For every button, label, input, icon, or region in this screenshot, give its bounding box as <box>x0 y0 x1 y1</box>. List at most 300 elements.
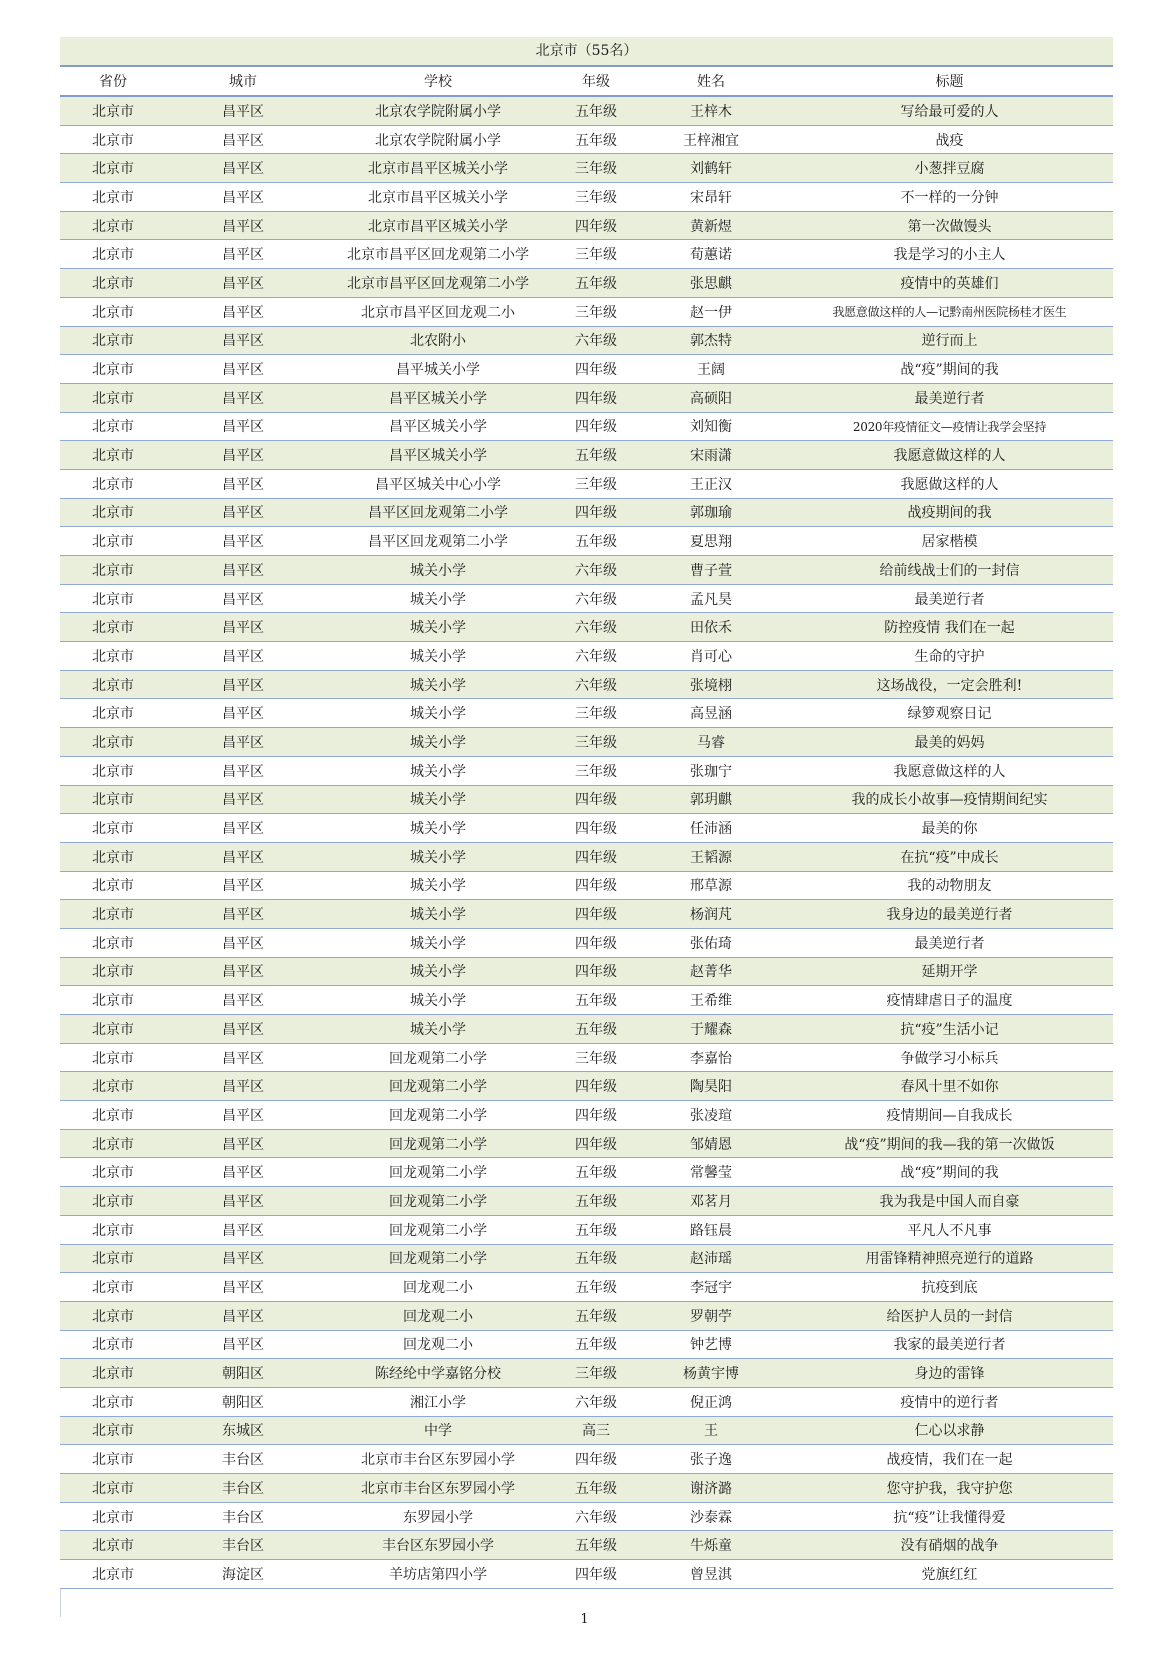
table-row <box>60 154 1113 183</box>
student-name-cell: 陶昊阳 <box>636 1072 786 1101</box>
essay-title-cell: 战“疫”期间的我 <box>786 355 1113 384</box>
school-cell: 回龙观第二小学 <box>320 1072 556 1101</box>
province-cell: 北京市 <box>60 125 166 154</box>
essay-title-cell: 我家的最美逆行者 <box>786 1330 1113 1359</box>
student-name-cell: 张珈宁 <box>636 756 786 785</box>
grade-cell: 五年级 <box>556 1158 636 1187</box>
essay-title-cell: 这场战役，一定会胜利! <box>786 670 1113 699</box>
province-cell: 北京市 <box>60 355 166 384</box>
grade-cell: 四年级 <box>556 957 636 986</box>
essay-title-cell: 党旗红红 <box>786 1560 1113 1589</box>
school-cell: 东罗园小学 <box>320 1502 556 1531</box>
header-school: 学校 <box>320 67 556 96</box>
school-cell: 城关小学 <box>320 900 556 929</box>
city-cell: 昌平区 <box>166 1273 320 1302</box>
table-row <box>60 383 1113 412</box>
grade-cell: 四年级 <box>556 383 636 412</box>
student-name-cell: 倪正鸿 <box>636 1387 786 1416</box>
school-cell: 北京市丰台区东罗园小学 <box>320 1474 556 1503</box>
table-row <box>60 498 1113 527</box>
essay-title-cell: 疫情期间—自我成长 <box>786 1101 1113 1130</box>
province-cell: 北京市 <box>60 1273 166 1302</box>
essay-title-cell: 给医护人员的一封信 <box>786 1301 1113 1330</box>
province-cell: 北京市 <box>60 96 166 125</box>
city-cell: 昌平区 <box>166 297 320 326</box>
grade-cell: 六年级 <box>556 326 636 355</box>
province-cell: 北京市 <box>60 1244 166 1273</box>
city-cell: 昌平区 <box>166 355 320 384</box>
province-cell: 北京市 <box>60 1158 166 1187</box>
province-cell: 北京市 <box>60 1359 166 1388</box>
province-cell: 北京市 <box>60 957 166 986</box>
student-name-cell: 张佑琦 <box>636 928 786 957</box>
city-cell: 昌平区 <box>166 785 320 814</box>
grade-cell: 三年级 <box>556 469 636 498</box>
city-cell: 丰台区 <box>166 1474 320 1503</box>
province-cell: 北京市 <box>60 1560 166 1589</box>
table-row <box>60 441 1113 470</box>
province-cell: 北京市 <box>60 642 166 671</box>
province-cell: 北京市 <box>60 183 166 212</box>
school-cell: 北京农学院附属小学 <box>320 125 556 154</box>
essay-title-cell: 逆行而上 <box>786 326 1113 355</box>
school-cell: 北京市昌平区城关小学 <box>320 211 556 240</box>
school-cell: 回龙观二小 <box>320 1273 556 1302</box>
essay-title-cell: 身边的雷锋 <box>786 1359 1113 1388</box>
grade-cell: 六年级 <box>556 670 636 699</box>
student-name-cell: 张思麒 <box>636 269 786 298</box>
city-cell: 朝阳区 <box>166 1359 320 1388</box>
essay-title-cell: 在抗“疫”中成长 <box>786 842 1113 871</box>
grade-cell: 三年级 <box>556 1043 636 1072</box>
essay-title-cell: 疫情中的英雄们 <box>786 269 1113 298</box>
essay-title-cell: 战疫情，我们在一起 <box>786 1445 1113 1474</box>
city-cell: 昌平区 <box>166 96 320 125</box>
student-name-cell: 王正汉 <box>636 469 786 498</box>
school-cell: 城关小学 <box>320 814 556 843</box>
table-row <box>60 1273 1113 1302</box>
province-cell: 北京市 <box>60 240 166 269</box>
table-row <box>60 1502 1113 1531</box>
city-cell: 昌平区 <box>166 928 320 957</box>
school-cell: 北京市昌平区城关小学 <box>320 154 556 183</box>
grade-cell: 四年级 <box>556 211 636 240</box>
province-cell: 北京市 <box>60 1445 166 1474</box>
student-name-cell: 王希维 <box>636 986 786 1015</box>
school-cell: 回龙观第二小学 <box>320 1158 556 1187</box>
student-name-cell: 张子逸 <box>636 1445 786 1474</box>
table-row <box>60 183 1113 212</box>
essay-title-cell: 写给最可爱的人 <box>786 96 1113 125</box>
province-cell: 北京市 <box>60 154 166 183</box>
student-name-cell: 宋昂轩 <box>636 183 786 212</box>
student-name-cell: 邓茗月 <box>636 1187 786 1216</box>
province-cell: 北京市 <box>60 1416 166 1445</box>
school-cell: 中学 <box>320 1416 556 1445</box>
school-cell: 北农附小 <box>320 326 556 355</box>
essay-title-cell: 防控疫情 我们在一起 <box>786 613 1113 642</box>
table-row <box>60 1043 1113 1072</box>
grade-cell: 五年级 <box>556 1330 636 1359</box>
school-cell: 回龙观二小 <box>320 1301 556 1330</box>
province-cell: 北京市 <box>60 297 166 326</box>
table-row <box>60 1015 1113 1044</box>
student-name-cell: 张境栩 <box>636 670 786 699</box>
province-cell: 北京市 <box>60 469 166 498</box>
province-cell: 北京市 <box>60 1474 166 1503</box>
essay-title-cell: 用雷锋精神照亮逆行的道路 <box>786 1244 1113 1273</box>
grade-cell: 五年级 <box>556 1015 636 1044</box>
student-name-cell: 谢济潞 <box>636 1474 786 1503</box>
table-row <box>60 1101 1113 1130</box>
essay-title-cell: 2020年疫情征文—疫情让我学会坚持 <box>786 412 1113 441</box>
school-cell: 城关小学 <box>320 613 556 642</box>
student-name-cell: 李冠宇 <box>636 1273 786 1302</box>
school-cell: 陈经纶中学嘉铭分校 <box>320 1359 556 1388</box>
essay-title-cell: 我的动物朋友 <box>786 871 1113 900</box>
table-row <box>60 269 1113 298</box>
grade-cell: 三年级 <box>556 183 636 212</box>
table-row <box>60 957 1113 986</box>
city-cell: 昌平区 <box>166 412 320 441</box>
province-cell: 北京市 <box>60 1502 166 1531</box>
student-name-cell: 罗朝苧 <box>636 1301 786 1330</box>
province-cell: 北京市 <box>60 1330 166 1359</box>
essay-title-cell: 抗“疫”生活小记 <box>786 1015 1113 1044</box>
school-cell: 城关小学 <box>320 986 556 1015</box>
table-row <box>60 1445 1113 1474</box>
essay-title-cell: 战“疫”期间的我 <box>786 1158 1113 1187</box>
grade-cell: 五年级 <box>556 1301 636 1330</box>
city-cell: 昌平区 <box>166 441 320 470</box>
student-name-cell: 钟艺博 <box>636 1330 786 1359</box>
table-row <box>60 1129 1113 1158</box>
grade-cell: 三年级 <box>556 297 636 326</box>
student-name-cell: 牛烁童 <box>636 1531 786 1560</box>
grade-cell: 五年级 <box>556 986 636 1015</box>
student-name-cell: 王 <box>636 1416 786 1445</box>
table-row <box>60 1244 1113 1273</box>
essay-title-cell: 我愿意做这样的人 <box>786 441 1113 470</box>
student-name-cell: 马睿 <box>636 728 786 757</box>
province-cell: 北京市 <box>60 412 166 441</box>
city-cell: 昌平区 <box>166 527 320 556</box>
essay-title-cell: 延期开学 <box>786 957 1113 986</box>
school-cell: 城关小学 <box>320 871 556 900</box>
city-cell: 东城区 <box>166 1416 320 1445</box>
student-name-cell: 田依禾 <box>636 613 786 642</box>
student-name-cell: 赵菁华 <box>636 957 786 986</box>
student-name-cell: 常馨莹 <box>636 1158 786 1187</box>
city-cell: 昌平区 <box>166 642 320 671</box>
student-name-cell: 张凌瑄 <box>636 1101 786 1130</box>
table-row <box>60 1359 1113 1388</box>
student-name-cell: 肖可心 <box>636 642 786 671</box>
table-row <box>60 297 1113 326</box>
grade-cell: 三年级 <box>556 1359 636 1388</box>
grade-cell: 五年级 <box>556 269 636 298</box>
province-cell: 北京市 <box>60 814 166 843</box>
essay-title-cell: 战“疫”期间的我—我的第一次做饭 <box>786 1129 1113 1158</box>
essay-title-cell: 平凡人不凡事 <box>786 1215 1113 1244</box>
header-name: 姓名 <box>636 67 786 96</box>
table-row <box>60 900 1113 929</box>
city-cell: 昌平区 <box>166 498 320 527</box>
essay-title-cell: 抗疫到底 <box>786 1273 1113 1302</box>
grade-cell: 四年级 <box>556 842 636 871</box>
school-cell: 城关小学 <box>320 785 556 814</box>
grade-cell: 五年级 <box>556 441 636 470</box>
grade-cell: 四年级 <box>556 814 636 843</box>
school-cell: 城关小学 <box>320 642 556 671</box>
province-cell: 北京市 <box>60 1129 166 1158</box>
city-cell: 昌平区 <box>166 183 320 212</box>
grade-cell: 四年级 <box>556 1101 636 1130</box>
city-cell: 昌平区 <box>166 756 320 785</box>
province-cell: 北京市 <box>60 1531 166 1560</box>
province-cell: 北京市 <box>60 383 166 412</box>
grade-cell: 五年级 <box>556 1187 636 1216</box>
student-name-cell: 沙泰霖 <box>636 1502 786 1531</box>
essay-title-cell: 没有硝烟的战争 <box>786 1531 1113 1560</box>
grade-cell: 五年级 <box>556 1474 636 1503</box>
province-cell: 北京市 <box>60 584 166 613</box>
city-cell: 昌平区 <box>166 383 320 412</box>
student-name-cell: 赵一伊 <box>636 297 786 326</box>
city-cell: 昌平区 <box>166 469 320 498</box>
essay-title-cell: 居家楷模 <box>786 527 1113 556</box>
grade-cell: 三年级 <box>556 154 636 183</box>
table-row <box>60 814 1113 843</box>
header-title: 标题 <box>786 67 1113 96</box>
grade-cell: 三年级 <box>556 240 636 269</box>
student-name-cell: 王韬源 <box>636 842 786 871</box>
student-name-cell: 王梓木 <box>636 96 786 125</box>
table-body <box>60 96 1113 1588</box>
grade-cell: 四年级 <box>556 1129 636 1158</box>
table-row <box>60 1474 1113 1503</box>
school-cell: 城关小学 <box>320 957 556 986</box>
roster-table <box>60 67 1113 1589</box>
province-cell: 北京市 <box>60 211 166 240</box>
student-name-cell: 王阔 <box>636 355 786 384</box>
city-cell: 昌平区 <box>166 1101 320 1130</box>
table-row <box>60 699 1113 728</box>
essay-title-cell: 最美的你 <box>786 814 1113 843</box>
city-cell: 丰台区 <box>166 1531 320 1560</box>
school-cell: 城关小学 <box>320 728 556 757</box>
table-row <box>60 670 1113 699</box>
city-cell: 朝阳区 <box>166 1387 320 1416</box>
table-row <box>60 355 1113 384</box>
school-cell: 回龙观二小 <box>320 1330 556 1359</box>
province-cell: 北京市 <box>60 1387 166 1416</box>
province-cell: 北京市 <box>60 785 166 814</box>
student-name-cell: 李嘉怡 <box>636 1043 786 1072</box>
essay-title-cell: 最美逆行者 <box>786 584 1113 613</box>
school-cell: 回龙观第二小学 <box>320 1215 556 1244</box>
school-cell: 北京市昌平区回龙观第二小学 <box>320 269 556 298</box>
table-row <box>60 871 1113 900</box>
table-row <box>60 1301 1113 1330</box>
city-cell: 昌平区 <box>166 871 320 900</box>
province-cell: 北京市 <box>60 1215 166 1244</box>
essay-title-cell: 您守护我，我守护您 <box>786 1474 1113 1503</box>
grade-cell: 五年级 <box>556 1244 636 1273</box>
table-row <box>60 326 1113 355</box>
grade-cell: 六年级 <box>556 1502 636 1531</box>
essay-title-cell: 绿箩观察日记 <box>786 699 1113 728</box>
city-cell: 昌平区 <box>166 1330 320 1359</box>
table-row <box>60 1416 1113 1445</box>
student-name-cell: 荀蕙诺 <box>636 240 786 269</box>
table-row <box>60 584 1113 613</box>
table-row <box>60 842 1113 871</box>
student-name-cell: 黄新煜 <box>636 211 786 240</box>
roster-sheet <box>60 37 1113 1589</box>
school-cell: 丰台区东罗园小学 <box>320 1531 556 1560</box>
student-name-cell: 于耀森 <box>636 1015 786 1044</box>
city-cell: 昌平区 <box>166 1129 320 1158</box>
school-cell: 城关小学 <box>320 842 556 871</box>
city-cell: 昌平区 <box>166 1301 320 1330</box>
school-cell: 昌平区城关中心小学 <box>320 469 556 498</box>
city-cell: 昌平区 <box>166 1215 320 1244</box>
school-cell: 昌平区回龙观第二小学 <box>320 527 556 556</box>
grade-cell: 四年级 <box>556 785 636 814</box>
student-name-cell: 杨黄宇博 <box>636 1359 786 1388</box>
school-cell: 城关小学 <box>320 756 556 785</box>
student-name-cell: 路钰晨 <box>636 1215 786 1244</box>
province-cell: 北京市 <box>60 1072 166 1101</box>
school-cell: 回龙观第二小学 <box>320 1187 556 1216</box>
province-cell: 北京市 <box>60 900 166 929</box>
essay-title-cell: 我是学习的小主人 <box>786 240 1113 269</box>
table-row <box>60 96 1113 125</box>
table-row <box>60 785 1113 814</box>
essay-title-cell: 战疫期间的我 <box>786 498 1113 527</box>
table-row <box>60 1387 1113 1416</box>
city-cell: 昌平区 <box>166 814 320 843</box>
student-name-cell: 邢草源 <box>636 871 786 900</box>
school-cell: 昌平城关小学 <box>320 355 556 384</box>
table-row <box>60 412 1113 441</box>
school-cell: 城关小学 <box>320 584 556 613</box>
table-row <box>60 1330 1113 1359</box>
student-name-cell: 刘鹤轩 <box>636 154 786 183</box>
province-cell: 北京市 <box>60 326 166 355</box>
essay-title-cell: 给前线战士们的一封信 <box>786 556 1113 585</box>
student-name-cell: 高昱涵 <box>636 699 786 728</box>
student-name-cell: 郭杰特 <box>636 326 786 355</box>
header-grade: 年级 <box>556 67 636 96</box>
province-cell: 北京市 <box>60 441 166 470</box>
grade-cell: 三年级 <box>556 756 636 785</box>
student-name-cell: 郭珈瑜 <box>636 498 786 527</box>
province-cell: 北京市 <box>60 527 166 556</box>
essay-title-cell: 我身边的最美逆行者 <box>786 900 1113 929</box>
city-cell: 昌平区 <box>166 240 320 269</box>
city-cell: 昌平区 <box>166 1187 320 1216</box>
city-cell: 昌平区 <box>166 326 320 355</box>
province-cell: 北京市 <box>60 613 166 642</box>
city-cell: 丰台区 <box>166 1445 320 1474</box>
grade-cell: 六年级 <box>556 613 636 642</box>
student-name-cell: 王梓湘宜 <box>636 125 786 154</box>
grade-cell: 六年级 <box>556 1387 636 1416</box>
grade-cell: 四年级 <box>556 1072 636 1101</box>
grade-cell: 四年级 <box>556 355 636 384</box>
school-cell: 昌平区回龙观第二小学 <box>320 498 556 527</box>
essay-title-cell: 我的成长小故事—疫情期间纪实 <box>786 785 1113 814</box>
city-cell: 昌平区 <box>166 1072 320 1101</box>
city-cell: 昌平区 <box>166 584 320 613</box>
city-cell: 昌平区 <box>166 1158 320 1187</box>
school-cell: 城关小学 <box>320 928 556 957</box>
table-row <box>60 125 1113 154</box>
school-cell: 昌平区城关小学 <box>320 441 556 470</box>
school-cell: 回龙观第二小学 <box>320 1101 556 1130</box>
student-name-cell: 孟凡昊 <box>636 584 786 613</box>
grade-cell: 四年级 <box>556 1560 636 1589</box>
essay-title-cell: 战疫 <box>786 125 1113 154</box>
city-cell: 昌平区 <box>166 670 320 699</box>
table-row <box>60 211 1113 240</box>
table-row <box>60 1560 1113 1589</box>
province-cell: 北京市 <box>60 699 166 728</box>
table-row <box>60 527 1113 556</box>
table-row <box>60 728 1113 757</box>
grade-cell: 三年级 <box>556 699 636 728</box>
city-cell: 昌平区 <box>166 957 320 986</box>
city-cell: 丰台区 <box>166 1502 320 1531</box>
essay-title-cell: 第一次做馒头 <box>786 211 1113 240</box>
city-cell: 昌平区 <box>166 986 320 1015</box>
essay-title-cell: 生命的守护 <box>786 642 1113 671</box>
student-name-cell: 邹婧恩 <box>636 1129 786 1158</box>
school-cell: 昌平区城关小学 <box>320 412 556 441</box>
province-cell: 北京市 <box>60 670 166 699</box>
table-row <box>60 1187 1113 1216</box>
city-cell: 昌平区 <box>166 900 320 929</box>
city-cell: 昌平区 <box>166 1043 320 1072</box>
essay-title-cell: 最美的妈妈 <box>786 728 1113 757</box>
table-row <box>60 642 1113 671</box>
essay-title-cell: 最美逆行者 <box>786 383 1113 412</box>
essay-title-cell: 争做学习小标兵 <box>786 1043 1113 1072</box>
student-name-cell: 夏思翔 <box>636 527 786 556</box>
essay-title-cell: 最美逆行者 <box>786 928 1113 957</box>
province-cell: 北京市 <box>60 1015 166 1044</box>
province-cell: 北京市 <box>60 1101 166 1130</box>
table-row <box>60 756 1113 785</box>
grade-cell: 四年级 <box>556 1445 636 1474</box>
essay-title-cell: 我愿做这样的人 <box>786 469 1113 498</box>
province-cell: 北京市 <box>60 269 166 298</box>
student-name-cell: 刘知衡 <box>636 412 786 441</box>
essay-title-cell: 抗“疫”让我懂得爱 <box>786 1502 1113 1531</box>
essay-title-cell: 疫情中的逆行者 <box>786 1387 1113 1416</box>
city-cell: 昌平区 <box>166 1244 320 1273</box>
table-row <box>60 240 1113 269</box>
grade-cell: 六年级 <box>556 556 636 585</box>
student-name-cell: 任沛涵 <box>636 814 786 843</box>
province-cell: 北京市 <box>60 871 166 900</box>
grade-cell: 五年级 <box>556 1531 636 1560</box>
grade-cell: 五年级 <box>556 1215 636 1244</box>
table-row <box>60 469 1113 498</box>
school-cell: 回龙观第二小学 <box>320 1244 556 1273</box>
